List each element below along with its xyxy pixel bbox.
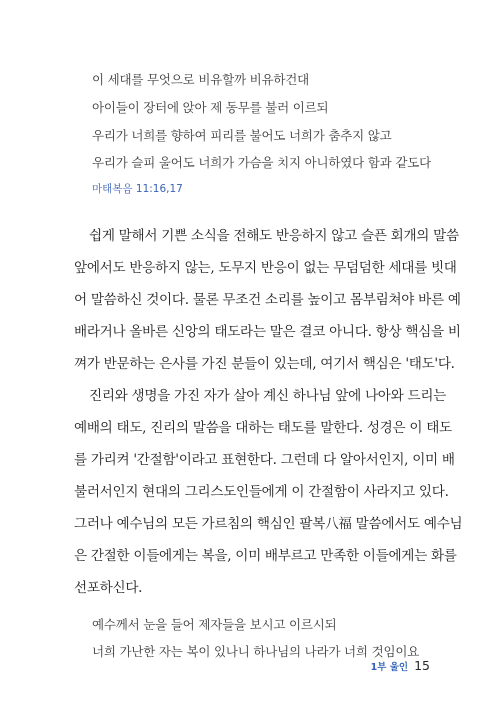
body-line: 껴가 반문하는 은사를 가진 분들이 있는데, 여기서 핵심은 '태도'다. <box>74 356 455 372</box>
quote-line: 아이들이 장터에 앉아 제 동무를 불러 이르되 <box>92 100 329 115</box>
body-line: 불러서인지 현대의 그리스도인들에게 이 간절함이 사라지고 있다. <box>74 484 449 500</box>
quote-line: 예수께서 눈을 들어 제자들을 보시고 이르시되 <box>92 617 337 632</box>
quote-line: 우리가 너희를 향하여 피리를 불어도 너희가 춤추지 않고 <box>92 128 392 143</box>
scripture-reference: 마태복음 11:16,17 <box>92 183 183 195</box>
body-line: 쉽게 말해서 기쁜 소식을 전해도 반응하지 않고 슬픈 회개의 말씀 <box>89 228 459 244</box>
body-line: 앞에서도 반응하지 않는, 도무지 반응이 없는 무덤덤한 세대를 빗대 <box>74 260 457 276</box>
quote-line: 우리가 슬피 울어도 너희가 가슴을 치지 아니하였다 함과 같도다 <box>92 155 431 170</box>
quote-line: 너희 가난한 자는 복이 있나니 하나님의 나라가 너희 것임이요 <box>92 644 420 659</box>
part-label: 1부 울인 <box>370 662 409 673</box>
quote-line: 이 세대를 무엇으로 비유할까 비유하건대 <box>92 72 309 87</box>
body-line: 진리와 생명을 가진 자가 살아 계신 하나님 앞에 나아와 드리는 <box>89 388 446 404</box>
body-line: 배라거나 올바른 신앙의 태도라는 말은 결코 아니다. 항상 핵심을 비 <box>74 324 461 340</box>
body-line: 선포하신다. <box>74 580 143 596</box>
body-line: 를 가리켜 '간절함'이라고 표현한다. 그런데 다 알아서인지, 이미 배 <box>74 452 455 468</box>
page-number: 15 <box>414 658 430 673</box>
body-line: 예배의 태도, 진리의 말씀을 대하는 태도를 말한다. 성경은 이 태도 <box>74 420 452 436</box>
body-line: 어 말씀하신 것이다. 물론 무조건 소리를 높이고 몸부림쳐야 바른 예 <box>74 292 461 308</box>
body-line: 은 간절한 이들에게는 복을, 이미 배부르고 만족한 이들에게는 화를 <box>74 548 457 564</box>
body-line: 그러나 예수님의 모든 가르침의 핵심인 팔복八福 말씀에서도 예수님 <box>74 516 463 532</box>
page-footer <box>371 658 430 673</box>
